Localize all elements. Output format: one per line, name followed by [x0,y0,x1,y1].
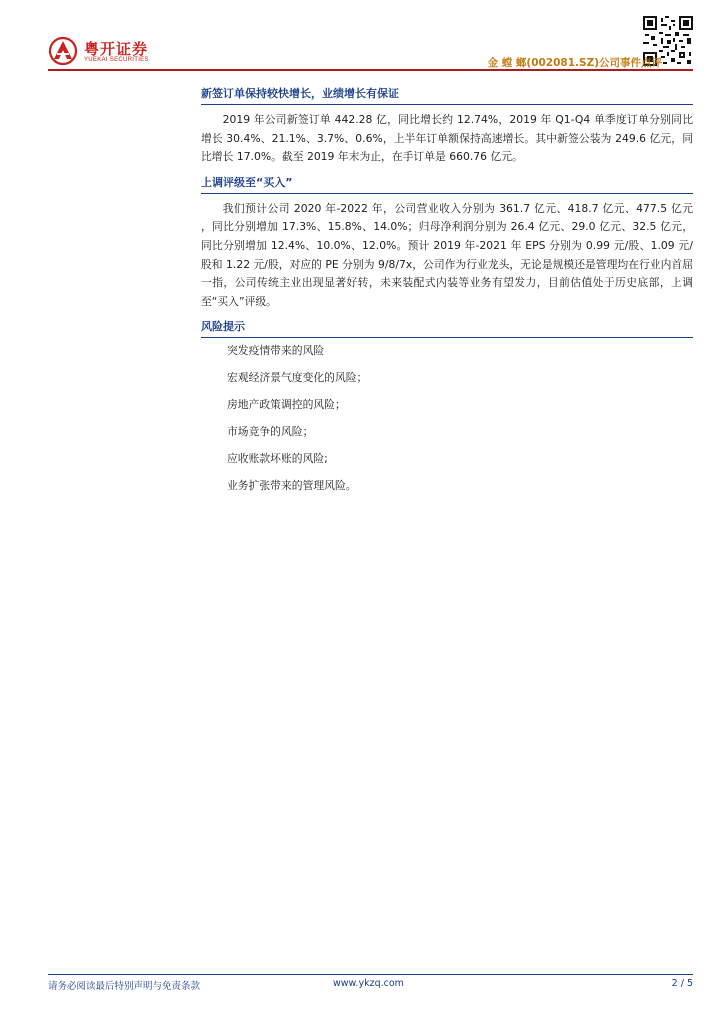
company-logo [48,36,158,70]
section-paragraph: 我们预计公司 2020 年-2022 年，公司营业收入分别为 361.7 亿元、418.7 亿元、477.5 亿元 ，同比分别增加 17.3%、15.8%、14.0%；归母净利润分别为 26.4 亿元、29.0 亿元、32.5 亿元，同比分别增加 12.4%、10.0%、12.0%。预计 2019 年-2021 年 EPS 分别为 0.99 元/股、1.09 元/股和 1.22 元/股，对应的 PE 分别为 9/8/7x，公司作为行业龙头，无论是规模还是管理均在行业内首屈一指，公司传统主业出现显著好转，未来装配式内装等业务有望发力，目前估值处于历史底部，上调至“买入”评级。 [201,201,693,308]
section-rating [201,171,693,312]
section-heading: 上调评级至“买入” [201,171,693,194]
risk-item: 宏观经济景气度变化的风险； [227,371,368,385]
header-divider [48,69,693,71]
footer-disclaimer: 请务必阅读最后特别声明与免责条款 [48,981,201,992]
section-order-growth [201,82,693,167]
section-heading: 风险提示 [201,315,693,338]
logo-text-cn: 粤开证券 [84,40,149,58]
document-title: 金 螳 螂(002081.SZ)公司事件点评 [487,57,662,69]
risk-item: 市场竞争的风险； [227,425,314,439]
page-number: 2 / 5 [671,978,693,989]
logo-text-en: YUEKAI SECURITIES [84,57,149,63]
logo-mark-icon [48,36,78,66]
risk-item: 突发疫情带来的风险 [227,344,325,358]
risk-item: 业务扩张带来的管理风险。 [227,479,357,493]
footer-website-link[interactable]: www.ykzq.com [333,978,404,989]
section-paragraph: 2019 年公司新签订单 442.28 亿，同比增长约 12.74%，2019 年 Q1-Q4 单季度订单分别同比增长 30.4%、21.1%、3.7%、0.6%，上半年订单额保持高速增长。其中新签公装为 249.6 亿元，同比增长 17.0%。截至 2019 年末为止，在手订单是 660.76 亿元。 [201,113,693,164]
section-heading: 新签订单保持较快增长，业绩增长有保证 [201,82,693,105]
report-body [201,82,693,506]
section-risk [201,315,693,493]
risk-item: 房地产政策调控的风险； [227,398,346,412]
page-header [0,0,724,80]
risk-list [201,344,693,493]
risk-item: 应收账款坏账的风险; [227,452,328,466]
footer-divider [48,974,693,975]
